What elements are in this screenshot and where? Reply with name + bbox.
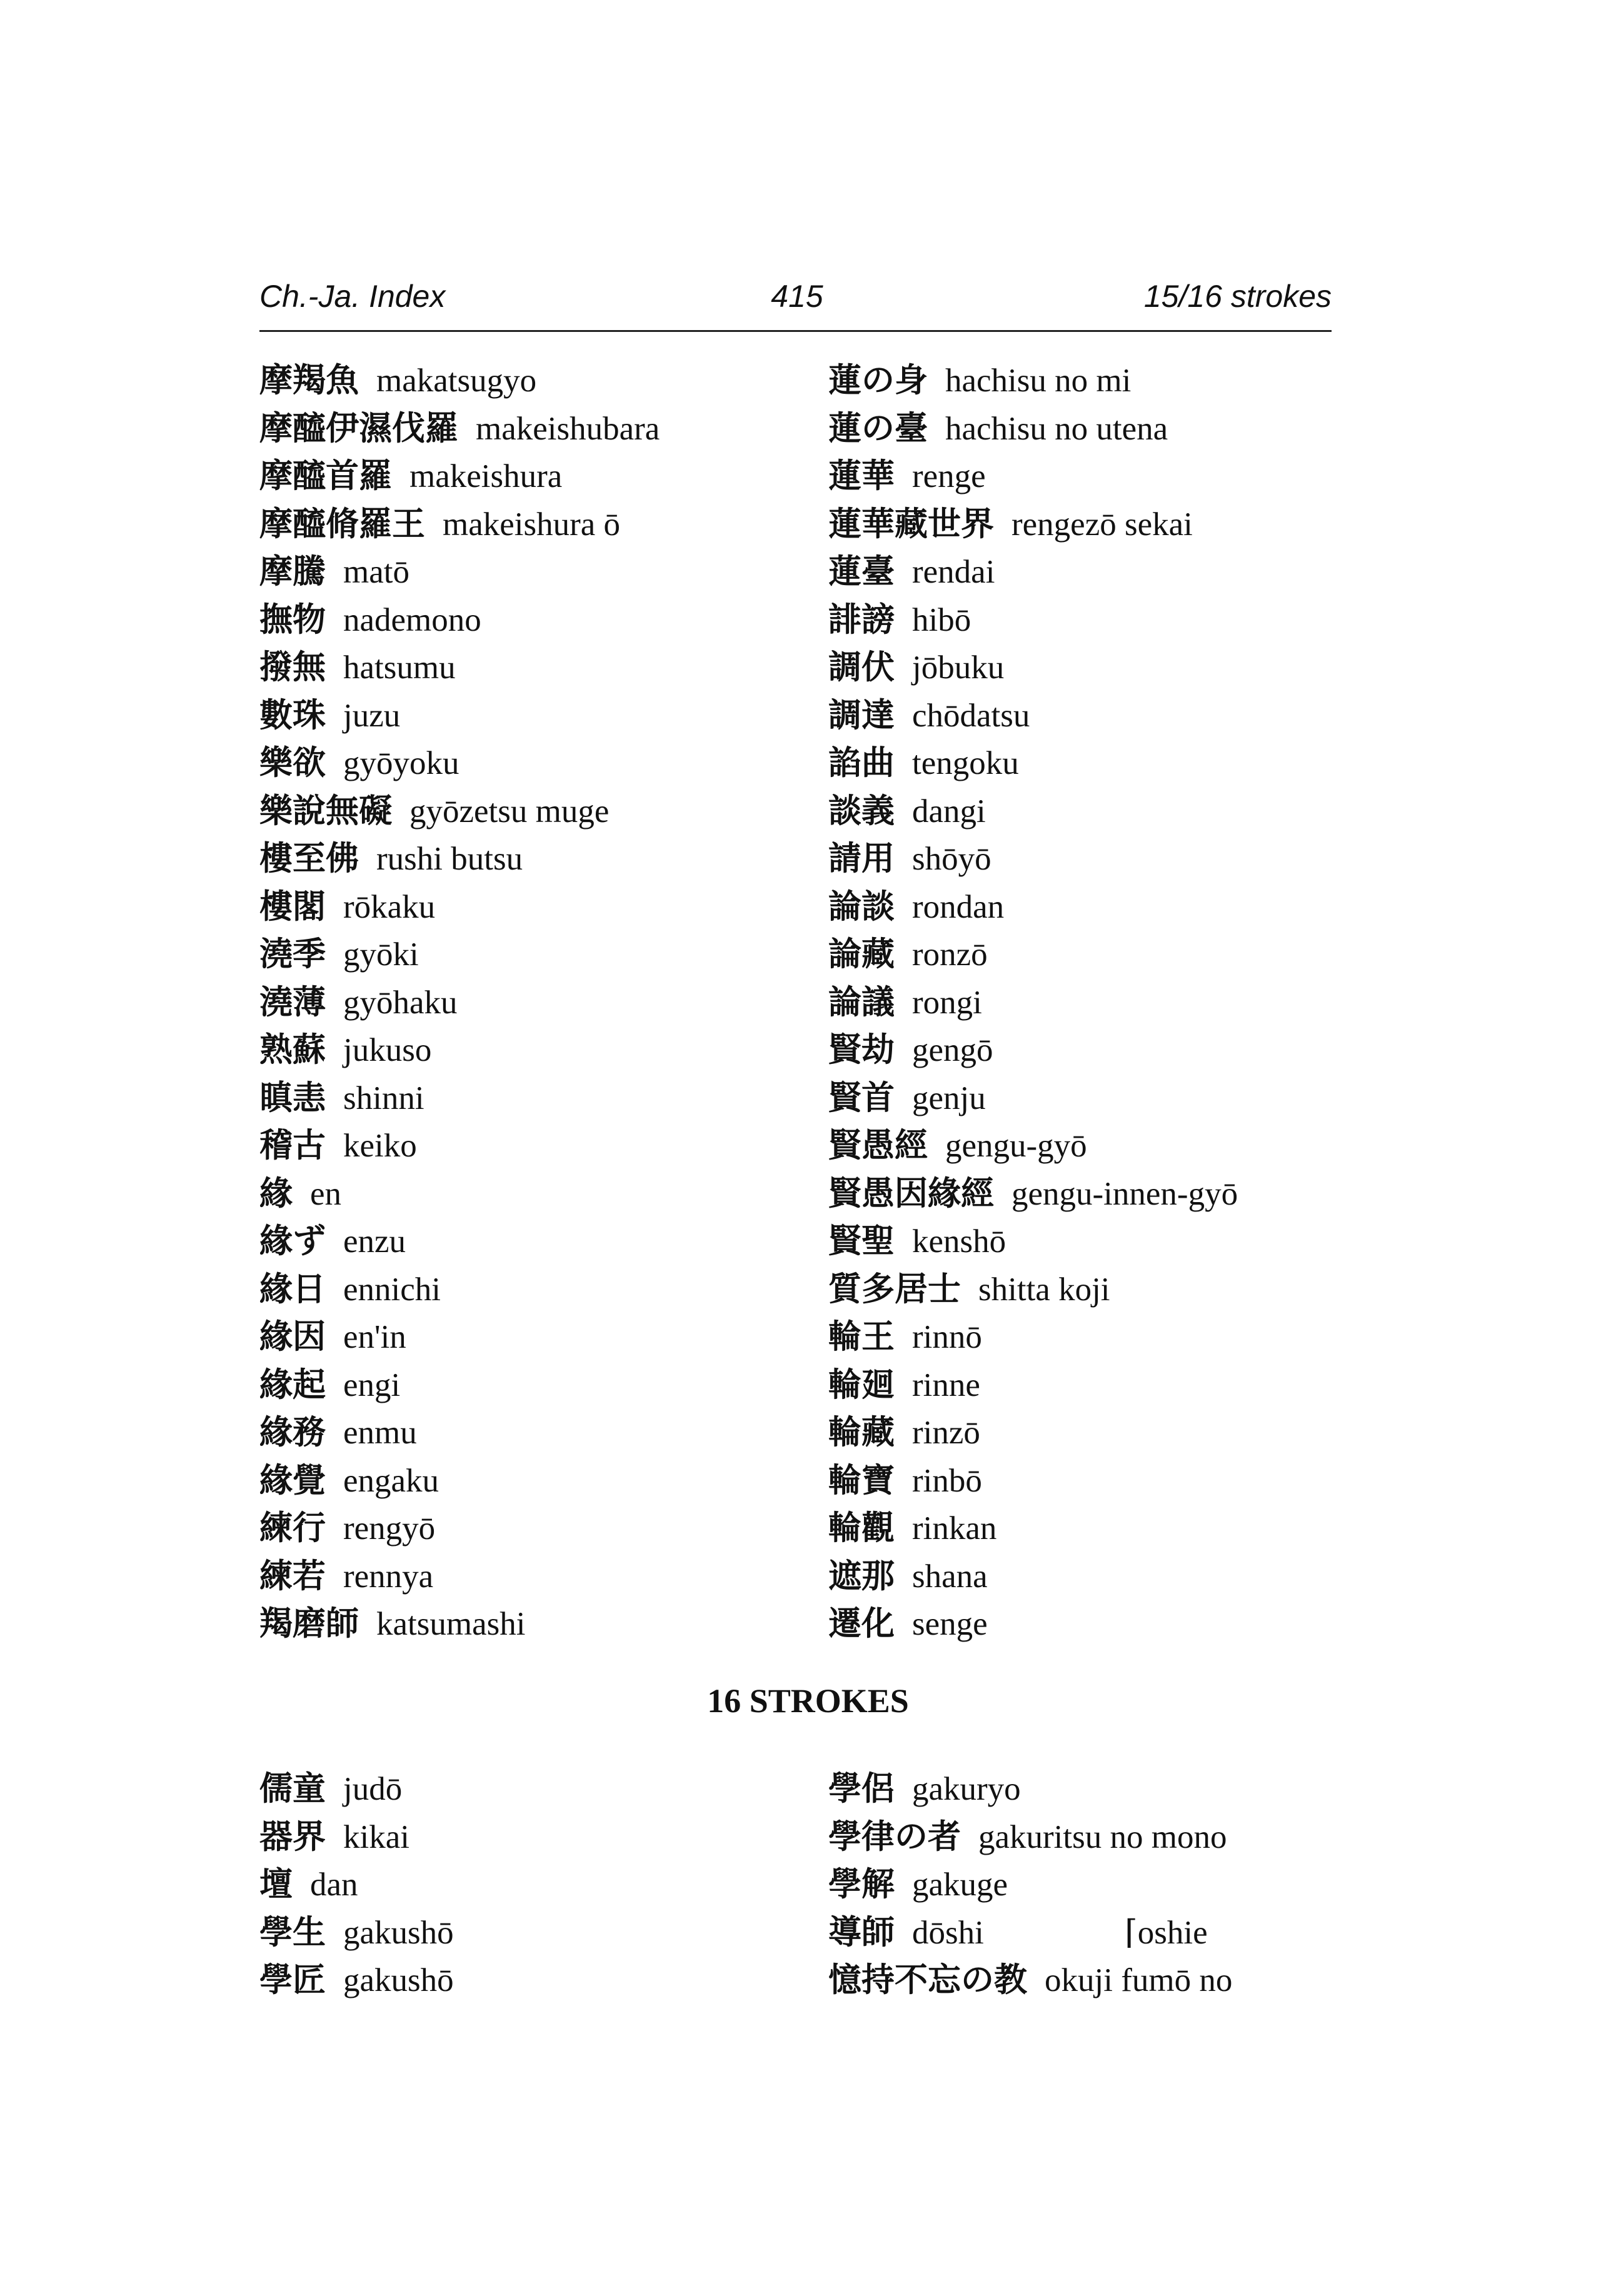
- page-header: [259, 278, 1332, 334]
- entry-reading: rondan: [912, 888, 1005, 925]
- entry-kanji: 緣因: [259, 1317, 326, 1356]
- index-entry: [828, 1765, 1378, 1813]
- index-entry: [828, 1956, 1378, 2004]
- entry-kanji: 羯磨師: [259, 1604, 359, 1643]
- index-entry: [828, 1600, 1378, 1648]
- entry-kanji: 賢愚因緣經: [828, 1173, 994, 1213]
- index-column-right: [828, 356, 1378, 1648]
- index-entry: [828, 500, 1378, 548]
- index-column-right-16: [828, 1765, 1378, 2004]
- entry-kanji: 蓮華: [828, 456, 895, 495]
- index-entry: [259, 1074, 810, 1122]
- index-entry: [828, 787, 1378, 835]
- entry-reading: okuji fumō no: [1045, 1962, 1233, 1998]
- entry-reading: gyōhaku: [343, 984, 458, 1021]
- entry-kanji: 撫物: [259, 599, 326, 639]
- entry-kanji: 緣務: [259, 1413, 326, 1451]
- entry-reading: en'in: [343, 1319, 406, 1355]
- entry-kanji: 撥無: [259, 648, 326, 686]
- entry-reading: gengu-innen-gyō: [1011, 1175, 1238, 1212]
- entry-kanji: 論議: [828, 982, 895, 1021]
- index-entry: [259, 930, 810, 978]
- entry-reading: renge: [912, 458, 986, 494]
- index-entry: [259, 1813, 810, 1861]
- index-entry: [259, 787, 810, 835]
- index-entry: [259, 548, 810, 596]
- index-entry: [259, 1456, 810, 1505]
- entry-kanji: 摩醯首羅: [259, 456, 392, 495]
- index-entry: [259, 404, 810, 453]
- page-number: 415: [771, 279, 823, 314]
- index-entry: [828, 1813, 1378, 1861]
- entry-reading: rengezō sekai: [1011, 506, 1193, 543]
- entry-kanji: 談義: [828, 791, 895, 830]
- index-entry: [828, 1860, 1378, 1908]
- entry-reading: rengyō: [343, 1510, 436, 1547]
- index-entry: [828, 930, 1378, 978]
- index-entry: [828, 691, 1378, 739]
- index-entry: [259, 1765, 810, 1813]
- index-column-left-16: [259, 1765, 810, 2004]
- entry-kanji: 摩羯魚: [259, 361, 359, 399]
- entry-reading: gakuritsu no mono: [978, 1818, 1227, 1855]
- index-entry: [828, 1026, 1378, 1074]
- entry-kanji: 樂說無礙: [259, 791, 392, 830]
- index-entry: [828, 356, 1378, 404]
- index-entry: [259, 1908, 810, 1957]
- index-entry: [259, 452, 810, 500]
- entry-kanji: 諂曲: [828, 743, 895, 782]
- entry-kanji: 調達: [828, 695, 895, 734]
- entry-reading: kenshō: [912, 1223, 1006, 1260]
- entry-kanji: 賢愚經: [828, 1126, 928, 1165]
- entry-reading: makeishubara: [476, 410, 660, 447]
- entry-kanji: 樓至佛: [259, 839, 359, 878]
- index-entry: [828, 1265, 1378, 1313]
- entry-reading: rinkan: [912, 1510, 997, 1547]
- index-entry: [828, 1121, 1378, 1170]
- index-entry: [828, 739, 1378, 787]
- index-entry: [259, 1408, 810, 1456]
- index-entry: [828, 1217, 1378, 1265]
- entry-kanji: 論談: [828, 886, 895, 926]
- entry-kanji: 儒童: [259, 1769, 326, 1808]
- index-entry: [259, 1265, 810, 1313]
- entry-kanji: 熟蘇: [259, 1030, 326, 1069]
- index-entry: [828, 548, 1378, 596]
- entry-kanji: 壇: [259, 1865, 293, 1903]
- index-entry: [828, 404, 1378, 453]
- index-entry: [828, 835, 1378, 883]
- index-entry: [259, 1361, 810, 1409]
- entry-reading: gengu-gyō: [945, 1128, 1087, 1164]
- entry-reading: shinni: [343, 1080, 424, 1116]
- entry-reading: chōdatsu: [912, 697, 1030, 734]
- entry-kanji: 學律の者: [828, 1817, 961, 1856]
- entry-kanji: 輪王: [828, 1317, 895, 1356]
- index-entry: [828, 452, 1378, 500]
- entry-kanji: 憶持不忘の教: [828, 1960, 1027, 1999]
- entry-kanji: 器界: [259, 1817, 326, 1856]
- entry-reading: matō: [343, 554, 409, 590]
- entry-kanji: 賢聖: [828, 1221, 895, 1260]
- index-entry: [259, 643, 810, 691]
- entry-reading: dōshi ⌈oshie: [912, 1914, 1208, 1951]
- entry-reading: en: [310, 1175, 342, 1212]
- entry-kanji: 學生: [259, 1912, 326, 1952]
- entry-reading: ennichi: [343, 1271, 441, 1308]
- index-entry: [828, 1170, 1378, 1218]
- entry-kanji: 學解: [828, 1865, 895, 1903]
- entry-kanji: 數珠: [259, 695, 326, 734]
- entry-kanji: 賢首: [828, 1078, 895, 1117]
- entry-reading: judō: [343, 1771, 403, 1807]
- entry-kanji: 摩騰: [259, 552, 326, 591]
- entry-reading: ronzō: [912, 936, 988, 973]
- entry-reading: kikai: [343, 1818, 409, 1855]
- entry-reading: makeishura ō: [443, 506, 621, 543]
- index-entry: [259, 691, 810, 739]
- index-entry: [828, 1408, 1378, 1456]
- index-entry: [259, 1552, 810, 1600]
- entry-kanji: 學匠: [259, 1960, 326, 1999]
- entry-reading: rōkaku: [343, 888, 436, 925]
- index-entry: [259, 739, 810, 787]
- index-entry: [259, 1313, 810, 1361]
- entry-reading: rinnō: [912, 1319, 982, 1355]
- entry-reading: gyōki: [343, 936, 419, 973]
- entry-reading: engaku: [343, 1462, 439, 1499]
- index-entry: [828, 978, 1378, 1026]
- entry-kanji: 瞋恚: [259, 1078, 326, 1117]
- stroke-range: 15/16 strokes: [1143, 279, 1332, 314]
- entry-kanji: 樓閣: [259, 886, 326, 926]
- entry-reading: gengō: [912, 1032, 993, 1068]
- entry-kanji: 蓮華藏世界: [828, 504, 994, 543]
- index-entry: [828, 643, 1378, 691]
- index-entry: [259, 1504, 810, 1552]
- entry-reading: katsumashi: [376, 1606, 526, 1642]
- entry-kanji: 樂欲: [259, 743, 326, 782]
- entry-reading: tengoku: [912, 745, 1019, 781]
- entry-reading: enmu: [343, 1415, 417, 1451]
- index-entry: [259, 835, 810, 883]
- entry-reading: senge: [912, 1606, 988, 1642]
- entry-reading: gakushō: [343, 1962, 454, 1998]
- entry-reading: rinne: [912, 1366, 980, 1403]
- entry-reading: genju: [912, 1080, 986, 1116]
- entry-reading: keiko: [343, 1128, 417, 1164]
- index-entry: [259, 596, 810, 644]
- index-entry: [828, 1908, 1378, 1957]
- index-entry: [259, 1217, 810, 1265]
- entry-kanji: 緣: [259, 1173, 293, 1213]
- entry-reading: dangi: [912, 793, 986, 830]
- index-entry: [828, 1456, 1378, 1505]
- index-entry: [828, 883, 1378, 931]
- index-entry: [828, 1074, 1378, 1122]
- index-entry: [259, 1600, 810, 1648]
- index-column-left: [259, 356, 810, 1648]
- entry-kanji: 賢劫: [828, 1030, 895, 1069]
- entry-reading: engi: [343, 1366, 401, 1403]
- running-title: Ch.-Ja. Index: [259, 279, 446, 314]
- entry-kanji: 蓮の臺: [828, 408, 928, 448]
- entry-kanji: 練若: [259, 1556, 326, 1595]
- index-entry: [259, 1170, 810, 1218]
- index-entry: [259, 500, 810, 548]
- entry-reading: shōyō: [912, 841, 991, 877]
- index-entry: [828, 596, 1378, 644]
- entry-reading: rinbō: [912, 1462, 982, 1499]
- index-entry: [828, 1504, 1378, 1552]
- entry-kanji: 澆薄: [259, 982, 326, 1021]
- index-entry: [259, 1026, 810, 1074]
- entry-kanji: 遷化: [828, 1604, 895, 1643]
- entry-reading: rennya: [343, 1558, 434, 1595]
- entry-reading: enzu: [343, 1223, 406, 1260]
- entry-kanji: 緣日: [259, 1269, 326, 1308]
- index-entry: [259, 1956, 810, 2004]
- entry-reading: jukuso: [343, 1032, 432, 1068]
- index-entry: [259, 978, 810, 1026]
- entry-reading: gakuge: [912, 1867, 1008, 1903]
- entry-kanji: 緣覺: [259, 1460, 326, 1500]
- entry-kanji: 輪寶: [828, 1460, 895, 1500]
- section-heading: 16 STROKES: [707, 1682, 909, 1720]
- entry-kanji: 誹謗: [828, 599, 895, 639]
- entry-kanji: 緣起: [259, 1365, 326, 1404]
- entry-reading: rongi: [912, 984, 982, 1021]
- entry-reading: makeishura: [409, 458, 563, 494]
- index-entry: [259, 883, 810, 931]
- entry-kanji: 蓮臺: [828, 552, 895, 591]
- entry-kanji: 輪藏: [828, 1413, 895, 1451]
- entry-reading: shitta koji: [978, 1271, 1110, 1308]
- entry-kanji: 蓮の身: [828, 361, 928, 399]
- index-entry: [828, 1552, 1378, 1600]
- entry-kanji: 論藏: [828, 935, 895, 973]
- index-entry: [259, 356, 810, 404]
- entry-kanji: 輪廻: [828, 1365, 895, 1404]
- entry-reading: rendai: [912, 554, 995, 590]
- entry-kanji: 緣ず: [259, 1221, 326, 1260]
- header-rule: [259, 330, 1332, 332]
- entry-kanji: 質多居士: [828, 1269, 961, 1308]
- entry-kanji: 請用: [828, 839, 895, 878]
- entry-reading: jōbuku: [912, 649, 1005, 686]
- entry-reading: hatsumu: [343, 649, 456, 686]
- entry-reading: nademono: [343, 601, 481, 638]
- entry-kanji: 調伏: [828, 648, 895, 686]
- entry-kanji: 澆季: [259, 935, 326, 973]
- entry-kanji: 學侶: [828, 1769, 895, 1808]
- entry-kanji: 輪觀: [828, 1508, 895, 1547]
- entry-reading: gyōzetsu muge: [409, 793, 610, 830]
- entry-reading: gakuryo: [912, 1771, 1021, 1807]
- entry-reading: dan: [310, 1867, 358, 1903]
- entry-kanji: 練行: [259, 1508, 326, 1547]
- entry-reading: gyōyoku: [343, 745, 459, 781]
- entry-reading: hachisu no utena: [945, 410, 1168, 447]
- entry-reading: rinzō: [912, 1415, 980, 1451]
- entry-reading: juzu: [343, 697, 401, 734]
- entry-kanji: 遮那: [828, 1556, 895, 1595]
- entry-kanji: 稽古: [259, 1126, 326, 1165]
- entry-reading: makatsugyo: [376, 363, 537, 399]
- entry-kanji: 導師: [828, 1912, 895, 1952]
- index-entry: [259, 1860, 810, 1908]
- entry-reading: hachisu no mi: [945, 363, 1132, 399]
- entry-reading: rushi butsu: [376, 841, 523, 877]
- entry-reading: gakushō: [343, 1914, 454, 1951]
- entry-reading: hibō: [912, 601, 971, 638]
- entry-kanji: 摩醯脩羅王: [259, 504, 425, 543]
- index-entry: [259, 1121, 810, 1170]
- entry-reading: shana: [912, 1558, 988, 1595]
- index-entry: [828, 1313, 1378, 1361]
- entry-kanji: 摩醯伊濕伐羅: [259, 408, 458, 448]
- index-entry: [828, 1361, 1378, 1409]
